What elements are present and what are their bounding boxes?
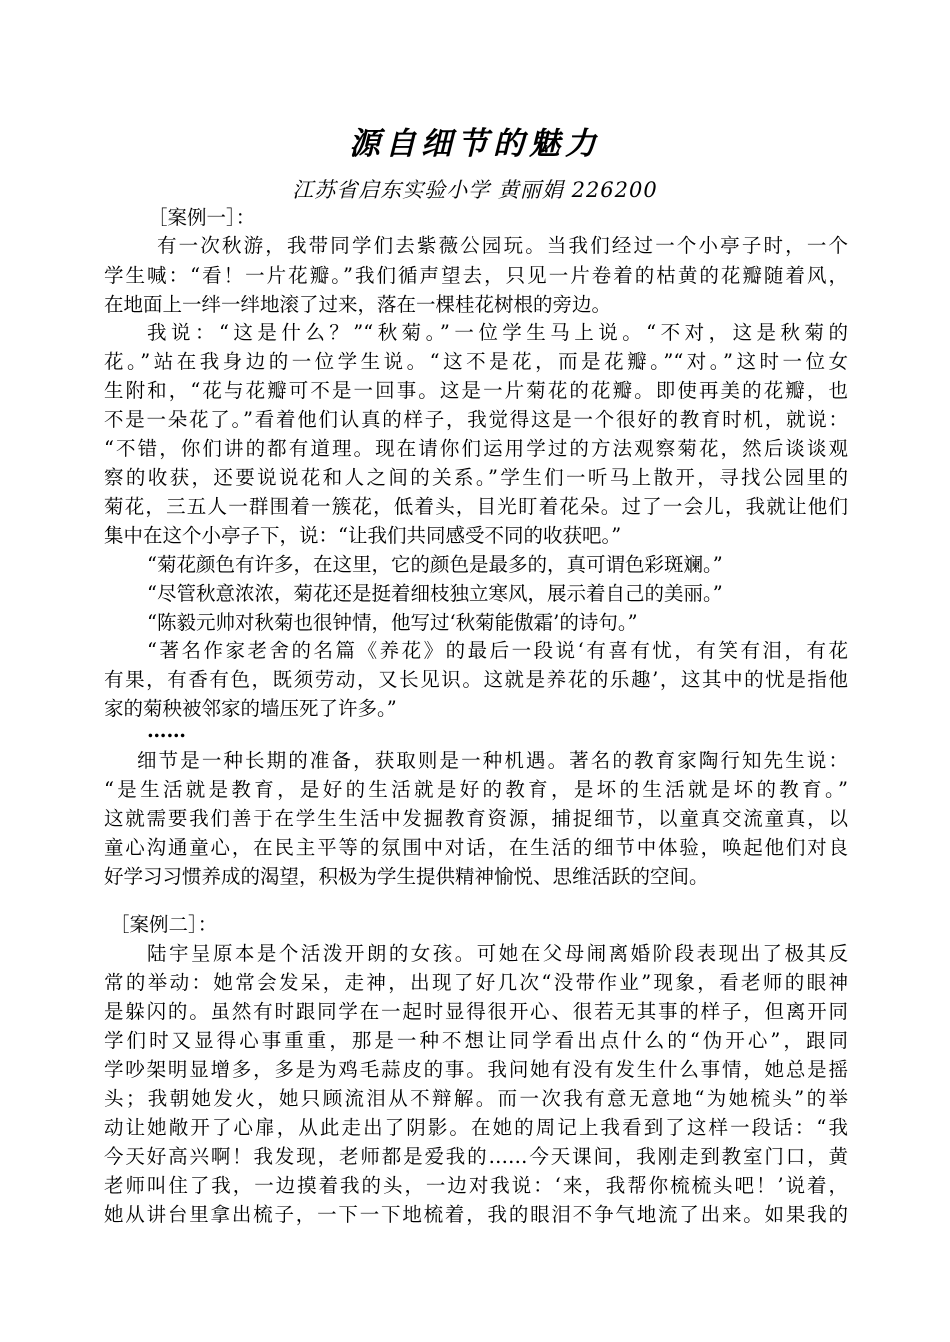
text-line: 这就需要我们善于在学生生活中发掘教育资源，捕捉细节，以童真交流童真，以 — [104, 807, 848, 830]
text-line: 在地面上一绊一绊地滚了过来，落在一棵桂花树根的旁边。 — [104, 293, 612, 316]
text-line: 老师叫住了我，一边摸着我的头，一边对我说：‘来，我帮你梳梳头吧！’说着， — [104, 1174, 848, 1197]
text-line: 有果，有香有色，既须劳动，又长见识。这就是养花的乐趣’，这其中的忧是指他 — [104, 668, 848, 691]
text-line: “不错，你们讲的都有道理。现在请你们运用学过的方法观察菊花，然后谈谈观 — [104, 437, 848, 460]
text-line: 细节是一种长期的准备，获取则是一种机遇。著名的教育家陶行知先生说： — [137, 749, 848, 772]
text-line: 集中在这个小亭子下，说：“让我们共同感受不同的收获吧。” — [104, 524, 622, 547]
text-line: “尽管秋意浓浓，菊花还是挺着细枝独立寒风，展示着自己的美丽。” — [147, 582, 723, 605]
text-line: 生附和，“花与花瓣可不是一回事。这是一片菊花的花瓣。即使再美的花瓣，也 — [104, 379, 848, 402]
text-line: 头；我朝她发火，她只顾流泪从不辩解。而一次我有意无意地“为她梳头”的举 — [104, 1087, 848, 1110]
text-line: 花。”站在我身边的一位学生说。“这不是花，而是花瓣。”“对。”这时一位女 — [104, 350, 848, 373]
text-line: 学吵架明显增多，多是为鸡毛蒜皮的事。我问她有没有发生什么事情，她总是摇 — [104, 1058, 848, 1081]
text-line: 不是一朵花了。”看着他们认真的样子，我觉得这是一个很好的教育时机，就说： — [104, 408, 848, 431]
text-line: 是躲闪的。虽然有时跟同学在一起时显得很开心、很若无其事的样子，但离开同 — [104, 1000, 848, 1023]
case-one-label: ［案例一］： — [148, 206, 256, 229]
text-line: 常的举动：她常会发呆，走神，出现了好几次“没带作业”现象，看老师的眼神 — [104, 971, 848, 994]
text-line: 好学习习惯养成的渴望，积极为学生提供精神愉悦、思维活跃的空间。 — [104, 865, 709, 888]
text-line: 学生喊：“看！一片花瓣。”我们循声望去，只见一片卷着的枯黄的花瓣随着风， — [104, 264, 848, 287]
text-line: 动让她敞开了心扉，从此走出了阴影。在她的周记上我看到了这样一段话：“我 — [104, 1116, 848, 1139]
page-title: 源自细节的魅力 — [349, 126, 601, 162]
text-line: 学们时又显得心事重重，那是一种不想让同学看出点什么的“伪开心”，跟同 — [104, 1029, 848, 1052]
text-line: “陈毅元帅对秋菊也很钟情，他写过‘秋菊能傲霜’的诗句。” — [147, 611, 638, 634]
text-line: 童心沟通童心，在民主平等的氛围中对话，在生活的细节中体验，唤起他们对良 — [104, 836, 848, 859]
text-line: 菊花，三五人一群围着一簇花，低着头，目光盯着花朵。过了一会儿，我就让他们 — [104, 495, 848, 518]
text-line: 她从讲台里拿出梳子，一下一下地梳着，我的眼泪不争气地流了出来。如果我的 — [104, 1203, 848, 1226]
text-line: 有一次秋游，我带同学们去紫薇公园玩。当我们经过一个小亭子时，一个 — [157, 234, 848, 257]
author-byline: 江苏省启东实验小学 黄丽娟 226200 — [292, 178, 658, 202]
text-line: “著名作家老舍的名篇《养花》的最后一段说‘有喜有忧，有笑有泪，有花 — [147, 639, 848, 662]
text-line: 我说：“这是什么？”“秋菊。”一位学生马上说。“不对，这是秋菊的 — [147, 321, 848, 344]
case-two-label: ［案例二］： — [110, 913, 218, 936]
text-line: “是生活就是教育，是好的生活就是好的教育，是坏的生活就是坏的教育。” — [104, 778, 848, 801]
text-line: 家的菊秧被邻家的墙压死了许多。” — [104, 697, 397, 720]
text-line: “菊花颜色有许多，在这里，它的颜色是最多的，真可谓色彩斑斓。” — [147, 553, 723, 576]
text-line: 察的收获，还要说说花和人之间的关系。”学生们一听马上散开，寻找公园里的 — [104, 466, 848, 489]
text-line: 陆宇呈原本是个活泼开朗的女孩。可她在父母闹离婚阶段表现出了极其反 — [147, 942, 848, 965]
ellipsis-line: …… — [147, 719, 186, 742]
text-line: 今天好高兴啊！我发现，老师都是爱我的……今天课间，我刚走到教室门口，黄 — [104, 1145, 848, 1168]
